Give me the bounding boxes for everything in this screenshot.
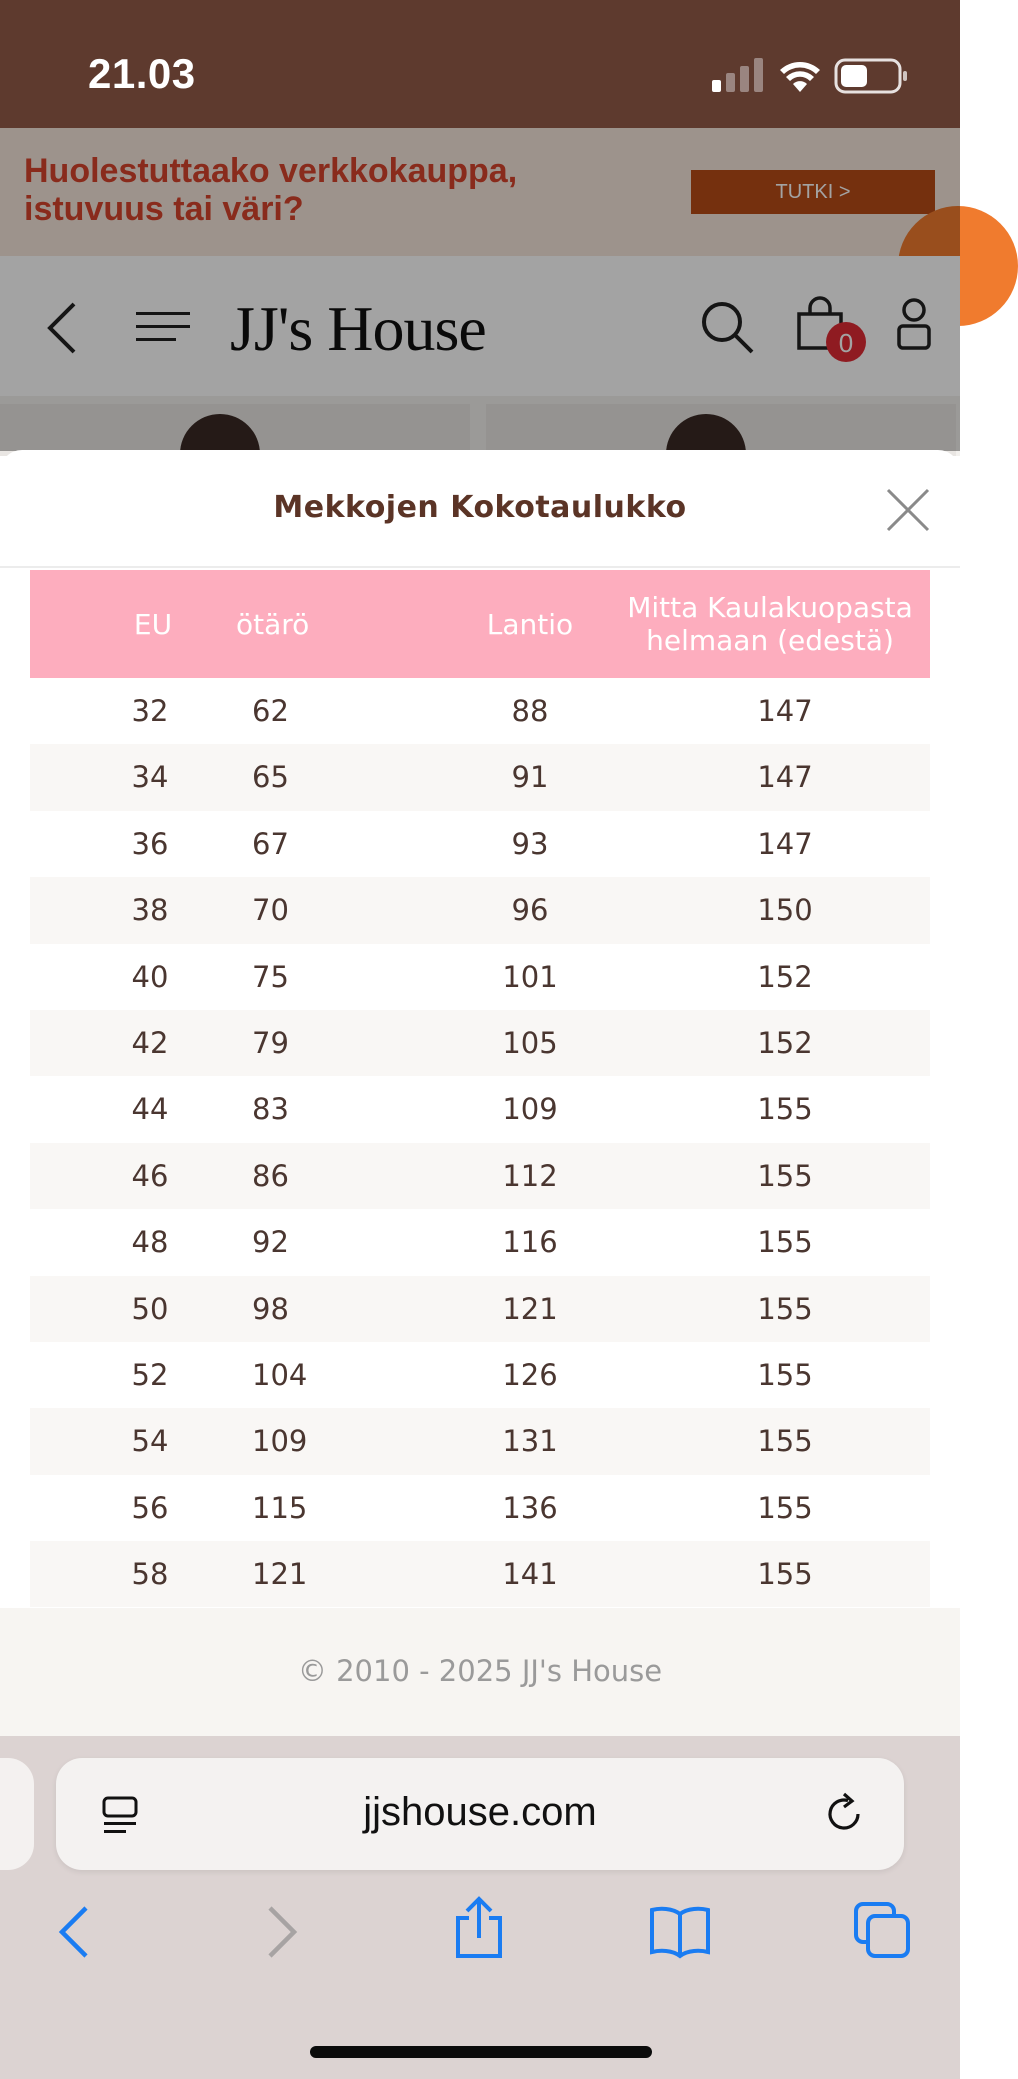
modal-header (0, 450, 960, 568)
cell-eu: 32 (131, 694, 169, 728)
status-bar (0, 0, 960, 128)
table-body (30, 678, 930, 1607)
modal-title: Mekkojen Kokotaulukko (273, 490, 687, 525)
status-time: 21.03 (88, 50, 196, 97)
battery-icon (836, 60, 907, 92)
share-icon[interactable] (452, 1896, 506, 1960)
cell-rinta: 104 (252, 1357, 308, 1392)
col-header-rinta: ötärö (236, 607, 310, 641)
promo-text: Huolestuttaako verkkokauppa, istuvuus tai väri? (24, 152, 518, 228)
home-indicator (310, 2046, 652, 2058)
tabs-icon[interactable] (852, 1900, 912, 1960)
cell-lantio: 121 (502, 1291, 558, 1326)
cell-lantio: 96 (511, 893, 549, 928)
cell-mitta: 155 (757, 1291, 813, 1326)
cell-lantio: 93 (511, 826, 549, 861)
cell-eu: 36 (131, 826, 169, 861)
cell-lantio: 136 (502, 1490, 558, 1525)
close-icon[interactable] (884, 486, 932, 534)
cell-eu: 54 (131, 1424, 169, 1459)
cell-mitta: 155 (757, 1225, 813, 1260)
url-text[interactable]: jjshouse.com (363, 1790, 597, 1834)
cell-eu: 58 (131, 1557, 169, 1592)
cell-mitta: 155 (757, 1357, 813, 1392)
col-header-lantio: Lantio (486, 607, 574, 641)
previous-tab-peek[interactable] (0, 1758, 34, 1870)
cell-mitta: 147 (757, 760, 813, 795)
cell-lantio: 116 (502, 1225, 558, 1260)
reload-icon[interactable] (822, 1792, 866, 1836)
table-row (30, 944, 930, 1010)
cell-lantio: 105 (502, 1025, 558, 1060)
cell-eu: 48 (131, 1225, 169, 1260)
table-row (30, 1276, 930, 1342)
cell-lantio: 131 (502, 1424, 558, 1459)
table-row (30, 678, 930, 744)
table-header (30, 570, 930, 678)
cell-rinta: 75 (252, 959, 289, 994)
cell-mitta: 150 (757, 893, 813, 928)
cell-rinta: 109 (252, 1424, 308, 1459)
promo-button[interactable]: TUTKI > (691, 170, 935, 214)
cell-rinta: 98 (252, 1291, 289, 1326)
page-footer (0, 1608, 960, 1736)
cell-lantio: 91 (511, 760, 549, 795)
table-row (30, 1342, 930, 1408)
cell-rinta: 115 (252, 1490, 308, 1525)
table-row (30, 1143, 930, 1209)
table-row (30, 811, 930, 877)
cell-eu: 46 (131, 1158, 169, 1193)
size-chart-modal (0, 450, 960, 1736)
cell-lantio: 101 (502, 959, 558, 994)
cell-rinta: 70 (252, 893, 289, 928)
cell-lantio: 88 (511, 694, 549, 728)
table-row (30, 1408, 930, 1474)
cell-eu: 40 (131, 959, 169, 994)
browser-back-icon[interactable] (56, 1904, 92, 1960)
cell-rinta: 79 (252, 1025, 289, 1060)
cell-rinta: 86 (252, 1158, 289, 1193)
signal-icon (712, 58, 763, 92)
cell-mitta: 155 (757, 1557, 813, 1592)
cell-rinta: 67 (252, 826, 289, 861)
cell-lantio: 109 (502, 1092, 558, 1127)
size-table[interactable] (30, 570, 930, 1607)
cell-mitta: 155 (757, 1490, 813, 1525)
table-row (30, 1475, 930, 1541)
cell-mitta: 147 (757, 826, 813, 861)
cell-eu: 38 (131, 893, 169, 928)
cell-mitta: 152 (757, 1025, 813, 1060)
address-bar[interactable] (56, 1758, 904, 1870)
cell-rinta: 121 (252, 1557, 308, 1592)
cell-eu: 34 (131, 760, 169, 795)
table-row (30, 877, 930, 943)
table-row (30, 1209, 930, 1275)
cell-lantio: 126 (502, 1357, 558, 1392)
cell-mitta: 155 (757, 1092, 813, 1127)
cell-eu: 52 (131, 1357, 169, 1392)
cell-rinta: 83 (252, 1092, 289, 1127)
cart-count-badge: 0 (826, 322, 866, 362)
browser-toolbar (0, 1736, 960, 2079)
cell-lantio: 112 (502, 1158, 558, 1193)
wifi-icon (780, 62, 820, 92)
cell-rinta: 62 (252, 694, 289, 728)
col-header-eu: EU (133, 607, 173, 641)
cell-mitta: 152 (757, 959, 813, 994)
cell-mitta: 147 (757, 694, 813, 728)
table-row (30, 1541, 930, 1607)
table-row (30, 744, 930, 810)
modal-backdrop[interactable] (0, 128, 960, 451)
table-row (30, 1076, 930, 1142)
cell-eu: 50 (131, 1291, 169, 1326)
cell-eu: 44 (131, 1092, 169, 1127)
copyright-text: © 2010 - 2025 JJ's House (297, 1654, 663, 1688)
bookmarks-icon[interactable] (648, 1904, 712, 1958)
cell-rinta: 65 (252, 760, 289, 795)
site-logo[interactable]: JJ's House (230, 293, 486, 364)
browser-forward-icon[interactable] (264, 1904, 300, 1960)
cell-mitta: 155 (757, 1158, 813, 1193)
col-header-mitta: Mitta Kaulakuopasta helmaan (edestä) (627, 591, 913, 657)
cell-lantio: 141 (502, 1557, 558, 1592)
cell-mitta: 155 (757, 1424, 813, 1459)
cell-rinta: 92 (252, 1225, 289, 1260)
cell-eu: 42 (131, 1025, 169, 1060)
table-row (30, 1010, 930, 1076)
status-icons (712, 56, 912, 96)
cell-eu: 56 (131, 1490, 169, 1525)
